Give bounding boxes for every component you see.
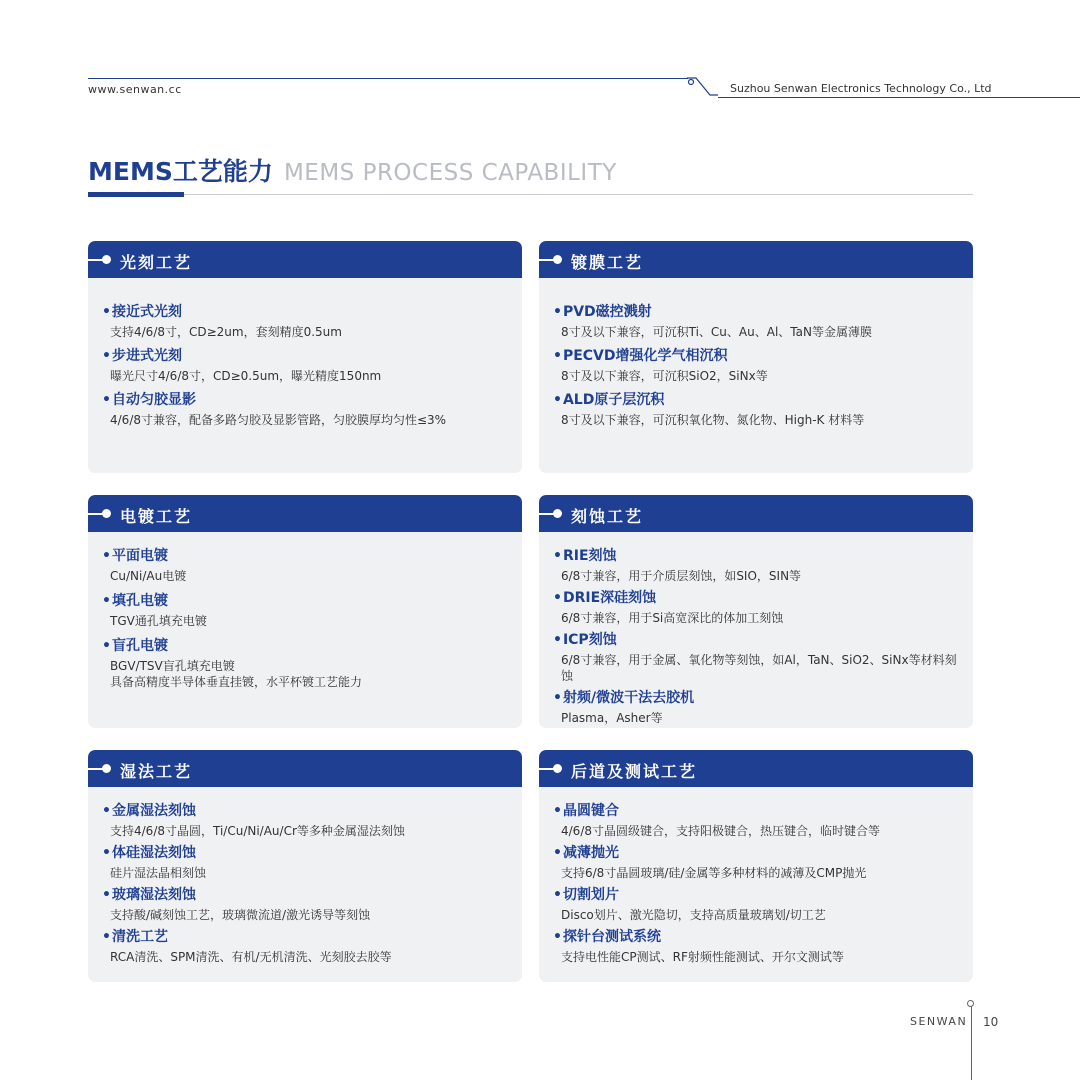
item-title	[553, 630, 959, 650]
bullet-icon: •	[102, 392, 111, 408]
bullet-icon: •	[102, 548, 111, 564]
item-title-text: 平面电镀	[111, 548, 168, 564]
card-body	[88, 532, 522, 690]
bullet-icon: •	[553, 590, 562, 606]
item-description: 支持电性能CP测试、RF射频性能测试、开尔文测试等	[561, 950, 844, 964]
item-title-text: 步进式光刻	[111, 348, 182, 364]
process-card	[539, 495, 973, 728]
header-dot-icon	[102, 764, 111, 773]
item-title-text: 接近式光刻	[111, 304, 182, 320]
page-title-cn: MEMS工艺能力	[88, 157, 273, 186]
process-item	[553, 843, 959, 881]
item-title	[102, 346, 508, 366]
header-dot-icon	[102, 509, 111, 518]
process-item	[102, 591, 508, 629]
footer-dot-icon	[967, 1000, 974, 1007]
bullet-icon: •	[553, 348, 562, 364]
item-title	[553, 801, 959, 821]
item-description: 8寸及以下兼容，可沉积SiO2，SiNx等	[561, 369, 768, 383]
item-title	[102, 390, 508, 410]
process-item	[553, 927, 959, 965]
item-title-text: 减薄抛光	[562, 845, 619, 861]
item-title	[102, 843, 508, 863]
bullet-icon: •	[553, 304, 562, 320]
item-description: 4/6/8寸晶圆级键合，支持阳极键合，热压键合，临时键合等	[561, 824, 880, 838]
item-title	[553, 302, 959, 322]
item-title	[102, 546, 508, 566]
process-item	[553, 390, 959, 428]
item-title	[553, 843, 959, 863]
item-title-text: ALD原子层沉积	[562, 392, 665, 408]
bullet-icon: •	[553, 632, 562, 648]
card-body	[539, 278, 973, 428]
bullet-icon: •	[553, 803, 562, 819]
card-header	[539, 495, 973, 532]
item-description: Plasma，Asher等	[561, 711, 663, 725]
item-description: 6/8寸兼容，用于金属、氧化物等刻蚀，如Al，TaN、SiO2、SiNx等材料刻蚀	[561, 653, 957, 683]
header-rule-right	[718, 97, 1080, 98]
process-item	[553, 588, 959, 626]
footer-divider	[971, 1006, 972, 1080]
page-number: 10	[983, 1015, 999, 1029]
item-description: 8寸及以下兼容，可沉积氧化物、氮化物、High-K 材料等	[561, 413, 865, 427]
process-item	[102, 927, 508, 965]
item-title	[553, 546, 959, 566]
process-item	[102, 636, 508, 690]
item-title	[553, 885, 959, 905]
item-title	[102, 636, 508, 656]
footer-brand: SENWAN	[910, 1015, 968, 1028]
page-title-en: MEMS PROCESS CAPABILITY	[283, 160, 617, 186]
circuit-trace-icon	[686, 75, 720, 101]
item-title-text: 盲孔电镀	[111, 638, 168, 654]
card-header	[88, 241, 522, 278]
process-card	[88, 750, 522, 982]
item-title-text: 体硅湿法刻蚀	[111, 845, 196, 861]
bullet-icon: •	[102, 803, 111, 819]
item-title	[553, 390, 959, 410]
card-header	[88, 750, 522, 787]
process-item	[102, 302, 508, 340]
item-title	[102, 801, 508, 821]
item-title-text: 自动匀胶显影	[111, 392, 196, 408]
item-title	[102, 591, 508, 611]
item-description: 4/6/8寸兼容，配备多路匀胶及显影管路，匀胶膜厚均匀性≤3%	[110, 413, 447, 427]
process-item	[553, 688, 959, 726]
process-card	[88, 241, 522, 473]
bullet-icon: •	[102, 348, 111, 364]
process-card	[88, 495, 522, 728]
item-description: 8寸及以下兼容，可沉积Ti、Cu、Au、Al、TaN等金属薄膜	[561, 325, 872, 339]
item-title-text: 射频/微波干法去胶机	[562, 690, 695, 706]
process-item	[102, 390, 508, 428]
card-header	[539, 750, 973, 787]
item-description: 支持4/6/8寸，CD≥2um，套刻精度0.5um	[110, 325, 342, 339]
process-item	[102, 346, 508, 384]
item-description: 支持酸/碱刻蚀工艺，玻璃微流道/激光诱导等刻蚀	[110, 908, 371, 922]
item-title-text: PVD磁控溅射	[562, 304, 652, 320]
card-body	[88, 278, 522, 428]
bullet-icon: •	[102, 638, 111, 654]
item-title	[102, 885, 508, 905]
item-description: RCA清洗、SPM清洗、有机/无机清洗、光刻胶去胶等	[110, 950, 392, 964]
process-card	[539, 750, 973, 982]
header-rule	[88, 78, 688, 79]
item-description: BGV/TSV盲孔填充电镀	[110, 659, 235, 673]
item-title-text: 玻璃湿法刻蚀	[111, 887, 196, 903]
item-title-text: RIE刻蚀	[562, 548, 617, 564]
item-description: 曝光尺寸4/6/8寸，CD≥0.5um，曝光精度150nm	[110, 369, 382, 383]
header-company: Suzhou Senwan Electronics Technology Co., Ltd	[730, 82, 992, 95]
header-dot-icon	[102, 255, 111, 264]
card-title: 湿法工艺	[120, 762, 193, 781]
bullet-icon: •	[553, 392, 562, 408]
bullet-icon: •	[102, 929, 111, 945]
item-description: Cu/Ni/Au电镀	[110, 569, 187, 583]
process-item	[553, 801, 959, 839]
item-title	[102, 927, 508, 947]
card-title: 电镀工艺	[120, 507, 193, 526]
bullet-icon: •	[553, 887, 562, 903]
card-header	[539, 241, 973, 278]
item-title-text: 晶圆键合	[562, 803, 619, 819]
item-title	[553, 688, 959, 708]
item-title-text: ICP刻蚀	[562, 632, 617, 648]
process-item	[553, 885, 959, 923]
process-item	[102, 885, 508, 923]
card-body	[88, 787, 522, 965]
item-title	[553, 927, 959, 947]
bullet-icon: •	[553, 845, 562, 861]
card-body	[539, 532, 973, 726]
card-title: 后道及测试工艺	[571, 762, 698, 781]
item-description: 支持6/8寸晶圆玻璃/硅/金属等多种材料的减薄及CMP抛光	[561, 866, 867, 880]
bullet-icon: •	[553, 690, 562, 706]
item-description: 支持4/6/8寸晶圆，Ti/Cu/Ni/Au/Cr等多种金属湿法刻蚀	[110, 824, 405, 838]
item-description: 6/8寸兼容，用于Si高宽深比的体加工刻蚀	[561, 611, 784, 625]
item-title-text: PECVD增强化学气相沉积	[562, 348, 728, 364]
item-title	[102, 302, 508, 322]
item-title-text: 探针台测试系统	[562, 929, 661, 945]
item-title	[553, 346, 959, 366]
card-title: 刻蚀工艺	[571, 507, 644, 526]
process-item	[553, 630, 959, 684]
header-dot-icon	[553, 764, 562, 773]
bullet-icon: •	[102, 593, 111, 609]
process-card	[539, 241, 973, 473]
card-title: 光刻工艺	[120, 253, 193, 272]
bullet-icon: •	[553, 548, 562, 564]
bullet-icon: •	[102, 304, 111, 320]
card-header	[88, 495, 522, 532]
item-description: 具备高精度半导体垂直挂镀，水平杯镀工艺能力	[110, 675, 363, 689]
item-title-text: 填孔电镀	[111, 593, 168, 609]
bullet-icon: •	[102, 845, 111, 861]
header-dot-icon	[553, 255, 562, 264]
item-title	[553, 588, 959, 608]
process-item	[553, 346, 959, 384]
title-accent-bar	[88, 192, 184, 197]
process-item	[553, 546, 959, 584]
header-url[interactable]: www.senwan.cc	[88, 83, 182, 96]
item-description: TGV通孔填充电镀	[110, 614, 207, 628]
title-rule	[88, 194, 973, 195]
item-title-text: DRIE深硅刻蚀	[562, 590, 657, 606]
item-description: 6/8寸兼容，用于介质层刻蚀，如SIO，SIN等	[561, 569, 802, 583]
item-description: 硅片湿法晶相刻蚀	[110, 866, 207, 880]
item-title-text: 切割划片	[562, 887, 619, 903]
page-title	[88, 152, 617, 188]
process-item	[102, 801, 508, 839]
process-item	[102, 546, 508, 584]
bullet-icon: •	[553, 929, 562, 945]
header-dot-icon	[553, 509, 562, 518]
bullet-icon: •	[102, 887, 111, 903]
item-description: Disco划片、激光隐切，支持高质量玻璃划/切工艺	[561, 908, 826, 922]
item-title-text: 清洗工艺	[111, 929, 168, 945]
card-title: 镀膜工艺	[571, 253, 644, 272]
item-title-text: 金属湿法刻蚀	[111, 803, 196, 819]
process-item	[553, 302, 959, 340]
card-body	[539, 787, 973, 965]
process-item	[102, 843, 508, 881]
